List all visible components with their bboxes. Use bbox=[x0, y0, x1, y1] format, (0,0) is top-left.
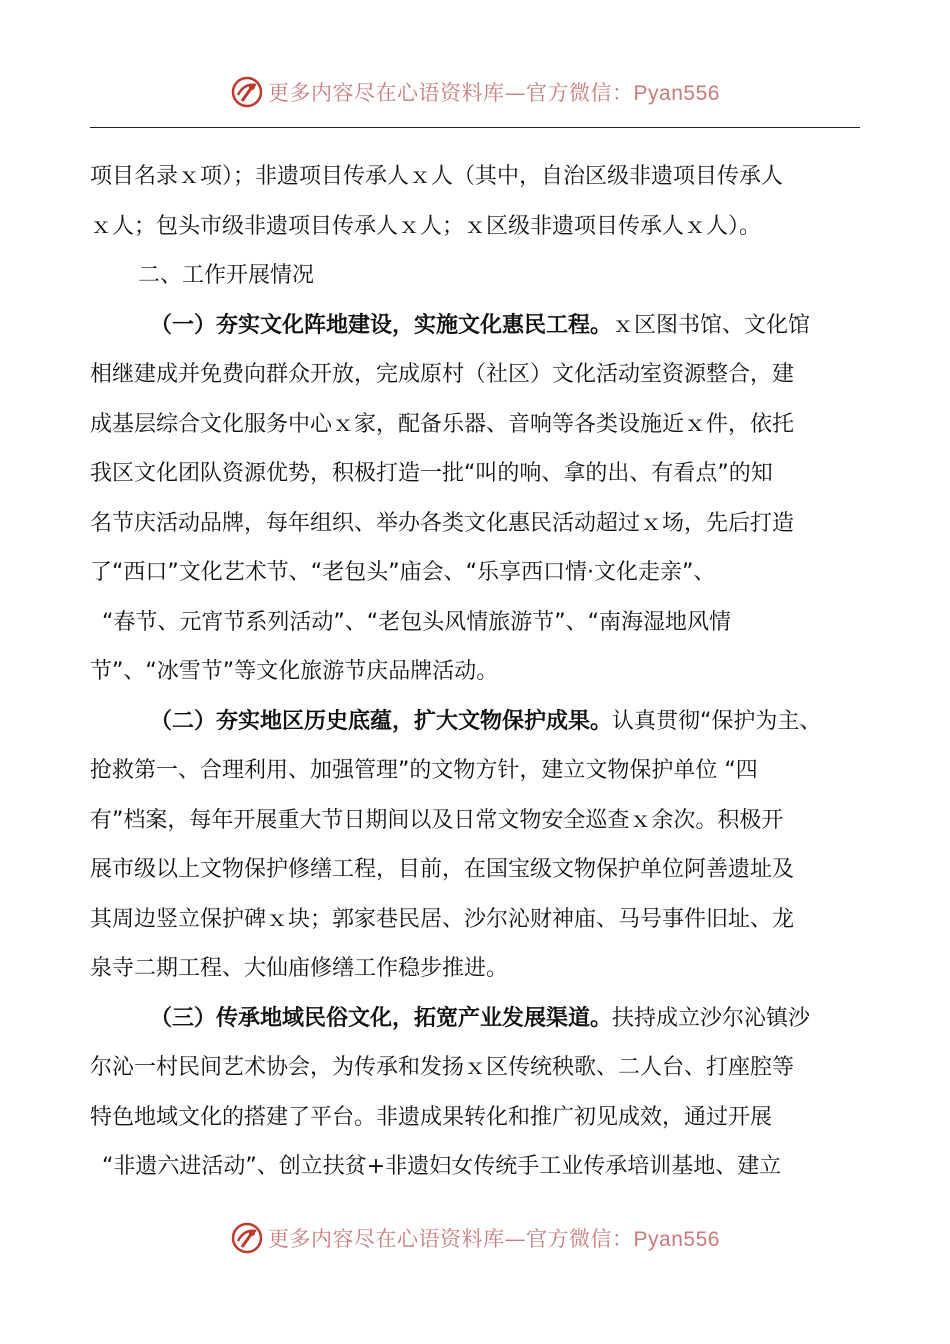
text-line: 了“西口”文化艺术节、“老包头”庙会、“乐享西口情·文化走亲”、 bbox=[90, 560, 716, 585]
text-line: 相继建成并免费向群众开放，完成原村（社区）文化活动室资源整合，建 bbox=[90, 362, 795, 387]
brand-logo-icon bbox=[230, 1221, 264, 1255]
text-line: “春节、元宵节系列活动”、“老包头风情旅游节”、“南海湿地风情 bbox=[102, 609, 731, 635]
text-line: 节”、“冰雪节”等文化旅游节庆品牌活动。 bbox=[90, 659, 499, 684]
paragraph-first-line: （三）传承地域民俗文化，拓宽产业发展渠道。扶持成立沙尔沁镇沙 bbox=[150, 1005, 811, 1031]
text-line: 有”档案，每年开展重大节日期间以及日常文物安全巡查ｘ余次。积极开 bbox=[90, 807, 784, 833]
text-line: 其周边竖立保护碑ｘ块；郭家巷民居、沙尔沁财神庙、马号事件旧址、龙 bbox=[90, 906, 795, 932]
document-body bbox=[90, 152, 870, 1192]
text-line: 尔沁一村民间艺术协会，为传承和发扬ｘ区传统秧歌、二人台、打座腔等 bbox=[90, 1055, 795, 1080]
header-banner bbox=[0, 70, 950, 114]
text-line: 项目名录ｘ项）；非遗项目传承人ｘ人（其中，自治区级非遗项目传承人 bbox=[90, 164, 784, 189]
footer-banner bbox=[0, 1216, 950, 1260]
section-title: 二、工作开展情况 bbox=[138, 263, 315, 288]
text-line: 展市级以上文物保护修缮工程，目前，在国宝级文物保护单位阿善遗址及 bbox=[90, 857, 795, 882]
paragraph-heading: （三）传承地域民俗文化，拓宽产业发展渠道。 bbox=[150, 1005, 613, 1031]
paragraph-first-line: （一）夯实文化阵地建设，实施文化惠民工程。ｘ区图书馆、文化馆 bbox=[150, 312, 811, 338]
text-line: 抢救第一、合理利用、加强管理”的文物方针，建立文物保护单位 “四 bbox=[90, 758, 758, 783]
text-line: ｘ人；包头市级非遗项目传承人ｘ人；ｘ区级非遗项目传承人ｘ人）。 bbox=[90, 213, 762, 239]
banner-text: 更多内容尽在心语资料库—官方微信：Pyan556 bbox=[268, 81, 720, 105]
text-line: 我区文化团队资源优势，积极打造一批“叫的响、拿的出、有看点”的知 bbox=[90, 461, 773, 486]
text-line: 名节庆活动品牌，每年组织、举办各类文化惠民活动超过ｘ场，先后打造 bbox=[90, 510, 795, 536]
banner-text: 更多内容尽在心语资料库—官方微信：Pyan556 bbox=[268, 1227, 720, 1251]
brand-logo-icon bbox=[230, 75, 264, 109]
text-line: 泉寺二期工程、大仙庙修缮工作稳步推进。 bbox=[90, 956, 509, 981]
text-line: “非遗六进活动”、创立扶贫+非遗妇女传统手工业传承培训基地、建立 bbox=[102, 1154, 782, 1179]
paragraph-heading: （一）夯实文化阵地建设，实施文化惠民工程。 bbox=[150, 312, 613, 338]
header-divider bbox=[90, 127, 860, 128]
paragraph-heading: （二）夯实地区历史底蕴，扩大文物保护成果。 bbox=[150, 708, 613, 734]
text-line: 成基层综合文化服务中心ｘ家，配备乐器、音响等各类设施近ｘ件，依托 bbox=[90, 411, 795, 437]
paragraph-first-line: （二）夯实地区历史底蕴，扩大文物保护成果。认真贯彻“保护为主、 bbox=[150, 708, 822, 734]
text-line: 特色地域文化的搭建了平台。非遗成果转化和推广初见成效，通过开展 bbox=[90, 1104, 773, 1130]
